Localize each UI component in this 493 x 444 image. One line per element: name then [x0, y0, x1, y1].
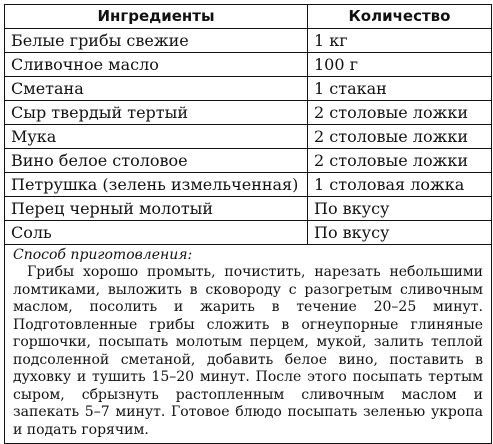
table-row [5, 125, 492, 149]
ingredient-quantity: 1 стакан [308, 77, 492, 101]
ingredient-name: Петрушка (зелень измельченная) [5, 173, 308, 197]
table-row [5, 53, 492, 77]
header-ingredients: Ингредиенты [5, 5, 308, 29]
ingredient-name: Перец черный молотый [5, 197, 308, 221]
method-cell [5, 245, 492, 444]
ingredient-quantity: 2 столовые ложки [308, 149, 492, 173]
ingredient-name: Белые грибы свежие [5, 29, 308, 53]
ingredient-quantity: 100 г [308, 53, 492, 77]
recipe-table [4, 4, 492, 444]
ingredient-name: Сметана [5, 77, 308, 101]
ingredient-name: Мука [5, 125, 308, 149]
ingredient-name: Сыр твердый тертый [5, 101, 308, 125]
ingredient-quantity: 1 кг [308, 29, 492, 53]
ingredient-name: Сливочное масло [5, 53, 308, 77]
table-row [5, 197, 492, 221]
ingredient-quantity: По вкусу [308, 221, 492, 245]
ingredient-quantity: 1 столовая ложка [308, 173, 492, 197]
header-quantity: Количество [308, 5, 492, 29]
method-row [5, 245, 492, 444]
table-row [5, 77, 492, 101]
ingredient-quantity: 2 столовые ложки [308, 125, 492, 149]
table-row [5, 29, 492, 53]
method-title: Способ приготовления: [13, 247, 193, 263]
ingredient-quantity: 2 столовые ложки [308, 101, 492, 125]
table-row [5, 101, 492, 125]
table-header-row [5, 5, 492, 29]
table-row [5, 173, 492, 197]
ingredient-name: Соль [5, 221, 308, 245]
ingredient-name: Вино белое столовое [5, 149, 308, 173]
method-text: Грибы хорошо промыть, почистить, нарезать небольшими ломтиками, выложить в сковороду с разогретым сливочным маслом, посолить и жарить в течение 20–25 минут. Подготовленные грибы сложить в огнеупорные глиняные горшочки, посыпать молотым перцем, мукой, залить теплой подсоленной сметаной, добавить белое вино, поставить в духовку и тушить 15–20 минут. После этого посыпать тертым сыром, сбрызнуть растопленным сливочным маслом и запекать 5–7 минут. Готовое блюдо посыпать зеленью укропа и подать горячим. [13, 264, 483, 438]
ingredient-quantity: По вкусу [308, 197, 492, 221]
table-row [5, 149, 492, 173]
table-row [5, 221, 492, 245]
